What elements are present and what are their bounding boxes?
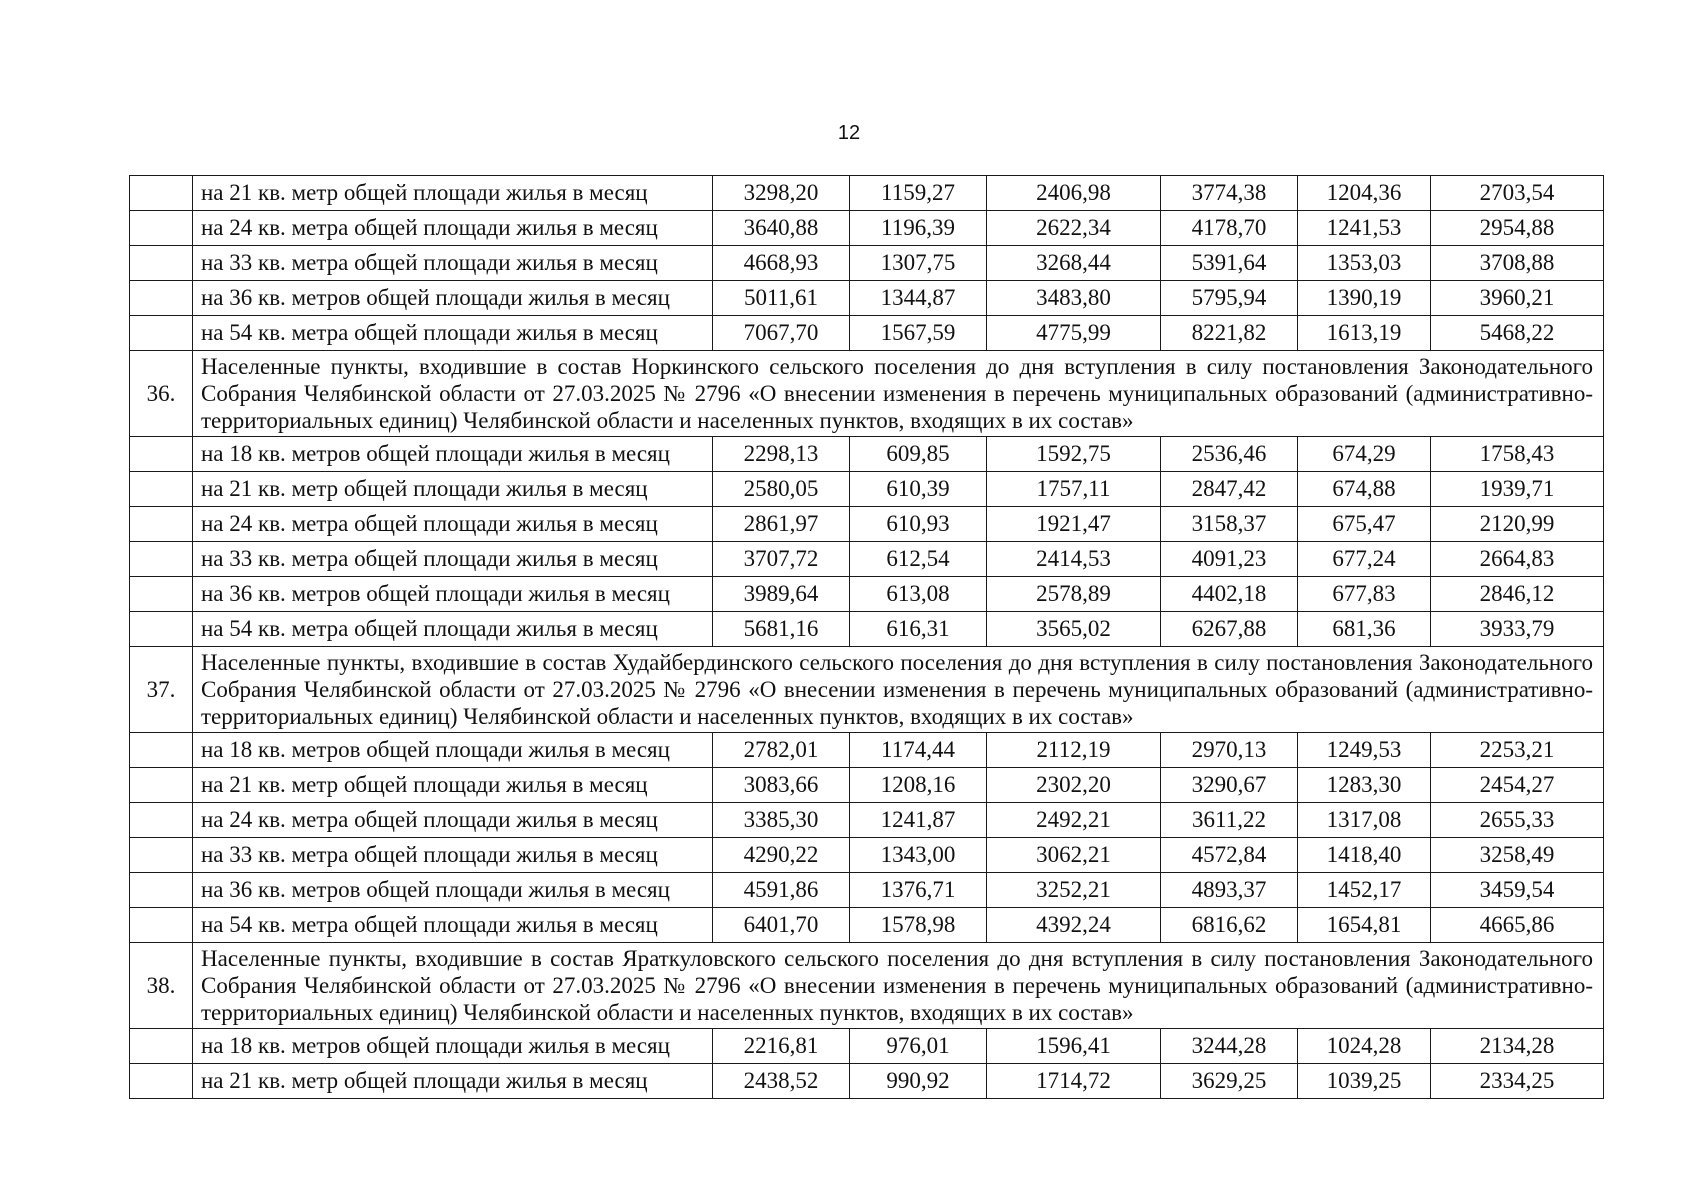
value-cell: 674,29 [1298, 437, 1431, 472]
table-row [130, 838, 1604, 873]
value-cell: 1939,71 [1431, 472, 1604, 507]
value-cell: 2134,28 [1431, 1029, 1604, 1064]
value-cell: 2334,25 [1431, 1064, 1604, 1099]
row-label: на 18 кв. метров общей площади жилья в месяц [193, 1029, 713, 1064]
value-cell: 5681,16 [713, 612, 850, 647]
value-cell: 8221,82 [1161, 316, 1298, 351]
value-cell: 1317,08 [1298, 803, 1431, 838]
value-cell: 1039,25 [1298, 1064, 1431, 1099]
value-cell: 2120,99 [1431, 507, 1604, 542]
section-header-row [130, 351, 1604, 437]
value-cell: 1452,17 [1298, 873, 1431, 908]
value-cell: 1283,30 [1298, 768, 1431, 803]
row-index-cell [130, 838, 193, 873]
table-row [130, 873, 1604, 908]
value-cell: 2492,21 [987, 803, 1161, 838]
value-cell: 2664,83 [1431, 542, 1604, 577]
row-index-cell [130, 246, 193, 281]
value-cell: 3459,54 [1431, 873, 1604, 908]
value-cell: 3252,21 [987, 873, 1161, 908]
row-label: на 21 кв. метр общей площади жилья в месяц [193, 176, 713, 211]
row-label: на 54 кв. метра общей площади жилья в месяц [193, 908, 713, 943]
value-cell: 610,39 [850, 472, 987, 507]
row-index-cell [130, 316, 193, 351]
row-index-cell [130, 1064, 193, 1099]
table-row [130, 246, 1604, 281]
value-cell: 1196,39 [850, 211, 987, 246]
value-cell: 990,92 [850, 1064, 987, 1099]
value-cell: 2216,81 [713, 1029, 850, 1064]
value-cell: 1654,81 [1298, 908, 1431, 943]
row-label: на 21 кв. метр общей площади жилья в месяц [193, 472, 713, 507]
value-cell: 3483,80 [987, 281, 1161, 316]
value-cell: 2703,54 [1431, 176, 1604, 211]
row-label: на 36 кв. метров общей площади жилья в месяц [193, 281, 713, 316]
row-label: на 18 кв. метров общей площади жилья в месяц [193, 733, 713, 768]
value-cell: 616,31 [850, 612, 987, 647]
value-cell: 5468,22 [1431, 316, 1604, 351]
value-cell: 3083,66 [713, 768, 850, 803]
value-cell: 3629,25 [1161, 1064, 1298, 1099]
value-cell: 1921,47 [987, 507, 1161, 542]
row-label: на 54 кв. метра общей площади жилья в месяц [193, 612, 713, 647]
section-header-row [130, 647, 1604, 733]
value-cell: 1249,53 [1298, 733, 1431, 768]
row-label: на 33 кв. метра общей площади жилья в месяц [193, 542, 713, 577]
value-cell: 4178,70 [1161, 211, 1298, 246]
table-row [130, 733, 1604, 768]
value-cell: 2454,27 [1431, 768, 1604, 803]
value-cell: 1596,41 [987, 1029, 1161, 1064]
value-cell: 2954,88 [1431, 211, 1604, 246]
value-cell: 3960,21 [1431, 281, 1604, 316]
value-cell: 6401,70 [713, 908, 850, 943]
table-row [130, 1064, 1604, 1099]
value-cell: 2112,19 [987, 733, 1161, 768]
section-description: Населенные пункты, входившие в состав Норкинского сельского поселения до дня вступления в силу постановления Законодательного Собрания Челябинской области от 27.03.2025 № 2796 «О внесении изменения в перечень муниципальных образований (административно-территориальных единиц) Челябинской области и населенных пунктов, входящих в их состав» [193, 351, 1604, 437]
row-index-cell [130, 612, 193, 647]
value-cell: 2580,05 [713, 472, 850, 507]
row-label: на 24 кв. метра общей площади жилья в месяц [193, 507, 713, 542]
row-index-cell [130, 472, 193, 507]
table-row [130, 612, 1604, 647]
row-index-cell [130, 281, 193, 316]
value-cell: 5795,94 [1161, 281, 1298, 316]
value-cell: 3268,44 [987, 246, 1161, 281]
value-cell: 2438,52 [713, 1064, 850, 1099]
section-description: Населенные пункты, входившие в состав Худайбердинского сельского поселения до дня вступления в силу постановления Законодательного Собрания Челябинской области от 27.03.2025 № 2796 «О внесении изменения в перечень муниципальных образований (административно-территориальных единиц) Челябинской области и населенных пунктов, входящих в их состав» [193, 647, 1604, 733]
table-row [130, 803, 1604, 838]
table-row [130, 507, 1604, 542]
value-cell: 4591,86 [713, 873, 850, 908]
value-cell: 3385,30 [713, 803, 850, 838]
row-index-cell [130, 437, 193, 472]
value-cell: 6267,88 [1161, 612, 1298, 647]
section-description: Населенные пункты, входившие в состав Яраткуловского сельского поселения до дня вступления в силу постановления Законодательного Собрания Челябинской области от 27.03.2025 № 2796 «О внесении изменения в перечень муниципальных образований (административно-территориальных единиц) Челябинской области и населенных пунктов, входящих в их состав» [193, 943, 1604, 1029]
value-cell: 3565,02 [987, 612, 1161, 647]
row-label: на 33 кв. метра общей площади жилья в месяц [193, 838, 713, 873]
value-cell: 1757,11 [987, 472, 1161, 507]
row-index-cell [130, 542, 193, 577]
value-cell: 1592,75 [987, 437, 1161, 472]
row-label: на 54 кв. метра общей площади жилья в месяц [193, 316, 713, 351]
value-cell: 2536,46 [1161, 437, 1298, 472]
value-cell: 1390,19 [1298, 281, 1431, 316]
value-cell: 3708,88 [1431, 246, 1604, 281]
value-cell: 1578,98 [850, 908, 987, 943]
value-cell: 1159,27 [850, 176, 987, 211]
value-cell: 1567,59 [850, 316, 987, 351]
value-cell: 3707,72 [713, 542, 850, 577]
value-cell: 4091,23 [1161, 542, 1298, 577]
value-cell: 609,85 [850, 437, 987, 472]
table-body [130, 176, 1604, 1099]
row-label: на 18 кв. метров общей площади жилья в месяц [193, 437, 713, 472]
section-index: 36. [130, 351, 193, 437]
value-cell: 4572,84 [1161, 838, 1298, 873]
value-cell: 677,24 [1298, 542, 1431, 577]
value-cell: 2861,97 [713, 507, 850, 542]
row-index-cell [130, 176, 193, 211]
value-cell: 2406,98 [987, 176, 1161, 211]
value-cell: 612,54 [850, 542, 987, 577]
value-cell: 1613,19 [1298, 316, 1431, 351]
table-row [130, 176, 1604, 211]
row-index-cell [130, 577, 193, 612]
value-cell: 4665,86 [1431, 908, 1604, 943]
value-cell: 675,47 [1298, 507, 1431, 542]
section-header-row [130, 943, 1604, 1029]
value-cell: 5391,64 [1161, 246, 1298, 281]
value-cell: 1174,44 [850, 733, 987, 768]
tariff-table [129, 175, 1604, 1099]
value-cell: 2782,01 [713, 733, 850, 768]
value-cell: 4402,18 [1161, 577, 1298, 612]
value-cell: 1344,87 [850, 281, 987, 316]
value-cell: 2622,34 [987, 211, 1161, 246]
value-cell: 3611,22 [1161, 803, 1298, 838]
value-cell: 6816,62 [1161, 908, 1298, 943]
section-index: 38. [130, 943, 193, 1029]
value-cell: 2298,13 [713, 437, 850, 472]
value-cell: 2578,89 [987, 577, 1161, 612]
row-index-cell [130, 733, 193, 768]
value-cell: 3258,49 [1431, 838, 1604, 873]
value-cell: 3774,38 [1161, 176, 1298, 211]
table-row [130, 281, 1604, 316]
value-cell: 3062,21 [987, 838, 1161, 873]
table-row [130, 472, 1604, 507]
row-label: на 21 кв. метр общей площади жилья в месяц [193, 1064, 713, 1099]
table-row [130, 1029, 1604, 1064]
value-cell: 3290,67 [1161, 768, 1298, 803]
value-cell: 613,08 [850, 577, 987, 612]
table-row [130, 542, 1604, 577]
table-row [130, 768, 1604, 803]
value-cell: 3244,28 [1161, 1029, 1298, 1064]
value-cell: 3640,88 [713, 211, 850, 246]
row-label: на 21 кв. метр общей площади жилья в месяц [193, 768, 713, 803]
value-cell: 681,36 [1298, 612, 1431, 647]
row-label: на 24 кв. метра общей площади жилья в месяц [193, 211, 713, 246]
value-cell: 1714,72 [987, 1064, 1161, 1099]
value-cell: 2970,13 [1161, 733, 1298, 768]
value-cell: 677,83 [1298, 577, 1431, 612]
value-cell: 2655,33 [1431, 803, 1604, 838]
value-cell: 1307,75 [850, 246, 987, 281]
value-cell: 2253,21 [1431, 733, 1604, 768]
table-row [130, 316, 1604, 351]
value-cell: 3158,37 [1161, 507, 1298, 542]
row-index-cell [130, 873, 193, 908]
value-cell: 610,93 [850, 507, 987, 542]
row-index-cell [130, 507, 193, 542]
page-number: 12 [837, 122, 861, 144]
value-cell: 2847,42 [1161, 472, 1298, 507]
value-cell: 1758,43 [1431, 437, 1604, 472]
value-cell: 1208,16 [850, 768, 987, 803]
value-cell: 1241,87 [850, 803, 987, 838]
value-cell: 976,01 [850, 1029, 987, 1064]
value-cell: 1353,03 [1298, 246, 1431, 281]
value-cell: 7067,70 [713, 316, 850, 351]
value-cell: 5011,61 [713, 281, 850, 316]
value-cell: 4668,93 [713, 246, 850, 281]
row-index-cell [130, 211, 193, 246]
value-cell: 1418,40 [1298, 838, 1431, 873]
value-cell: 4290,22 [713, 838, 850, 873]
value-cell: 1241,53 [1298, 211, 1431, 246]
row-index-cell [130, 1029, 193, 1064]
row-index-cell [130, 908, 193, 943]
value-cell: 4893,37 [1161, 873, 1298, 908]
row-label: на 33 кв. метра общей площади жилья в месяц [193, 246, 713, 281]
row-index-cell [130, 768, 193, 803]
section-index: 37. [130, 647, 193, 733]
value-cell: 2846,12 [1431, 577, 1604, 612]
value-cell: 2414,53 [987, 542, 1161, 577]
table-row [130, 908, 1604, 943]
value-cell: 3989,64 [713, 577, 850, 612]
row-index-cell [130, 803, 193, 838]
table-row [130, 577, 1604, 612]
value-cell: 1376,71 [850, 873, 987, 908]
value-cell: 1343,00 [850, 838, 987, 873]
row-label: на 24 кв. метра общей площади жилья в месяц [193, 803, 713, 838]
row-label: на 36 кв. метров общей площади жилья в месяц [193, 873, 713, 908]
value-cell: 4775,99 [987, 316, 1161, 351]
value-cell: 4392,24 [987, 908, 1161, 943]
value-cell: 1024,28 [1298, 1029, 1431, 1064]
table-row [130, 437, 1604, 472]
value-cell: 674,88 [1298, 472, 1431, 507]
table-row [130, 211, 1604, 246]
value-cell: 3933,79 [1431, 612, 1604, 647]
value-cell: 3298,20 [713, 176, 850, 211]
row-label: на 36 кв. метров общей площади жилья в месяц [193, 577, 713, 612]
value-cell: 2302,20 [987, 768, 1161, 803]
value-cell: 1204,36 [1298, 176, 1431, 211]
